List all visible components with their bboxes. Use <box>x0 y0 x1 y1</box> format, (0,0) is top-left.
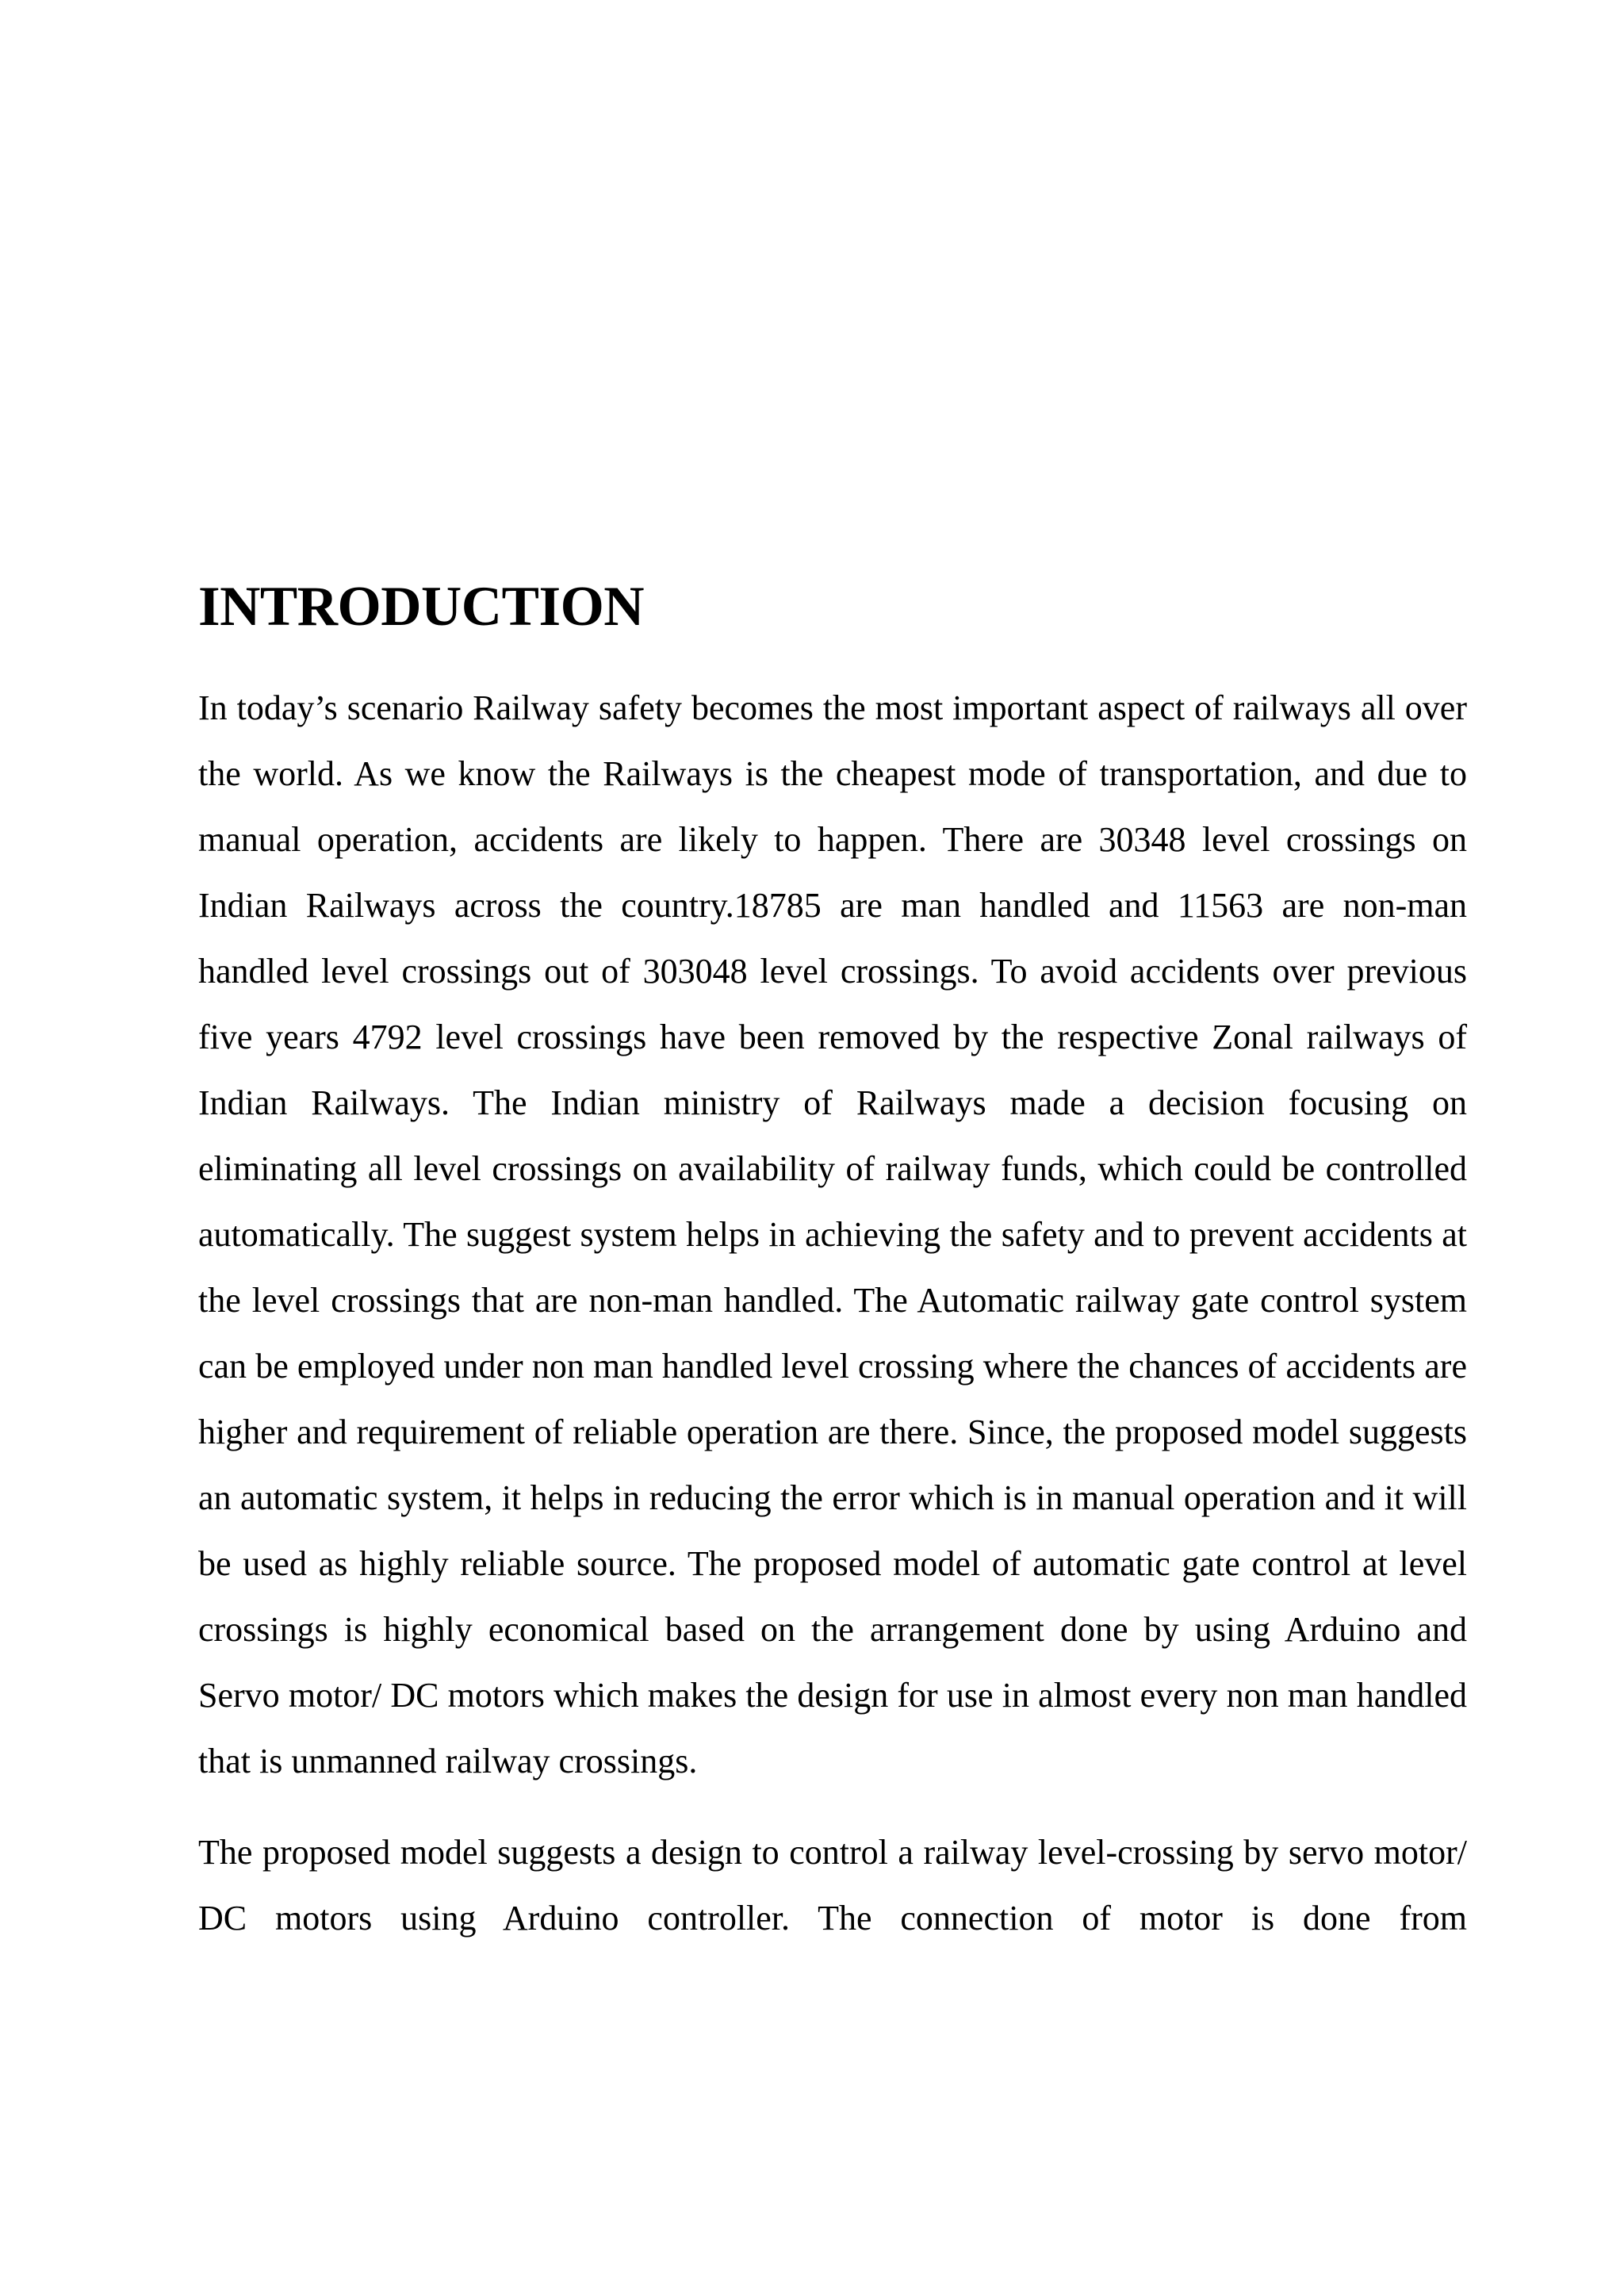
body-paragraph-2: The proposed model suggests a design to control a railway level-crossing by servo motor/ DC motors using Arduino controller. The connection of motor is done from <box>198 1833 1467 1938</box>
document-page <box>198 575 1467 1951</box>
section-heading: INTRODUCTION <box>198 576 645 638</box>
body-paragraph-1: In today’s scenario Railway safety becomes the most important aspect of railways all over the world. As we know the Railways is the cheapest mode of transportation, and due to manual operation, accidents are likely to happen. There are 30348 level crossings on Indian Railways across the country.18785 are man handled and 11563 are non-man handled level crossings out of 303048 level crossings. To avoid accidents over previous five years 4792 level crossings have been removed by the respective Zonal railways of Indian Railways. The Indian ministry of Railways made a decision focusing on eliminating all level crossings on availability of railway funds, which could be controlled automatically. The suggest system helps in achieving the safety and to prevent accidents at the level crossings that are non-man handled. The Automatic railway gate control system can be employed under non man handled level crossing where the chances of accidents are higher and requirement of reliable operation are there. Since, the proposed model suggests an automatic system, it helps in reducing the error which is in manual operation and it will be used as highly reliable source. The proposed model of automatic gate control at level crossings is highly economical based on the arrangement done by using Arduino and Servo motor/ DC motors which makes the design for use in almost every non man handled that is unmanned railway crossings. <box>198 688 1467 1780</box>
